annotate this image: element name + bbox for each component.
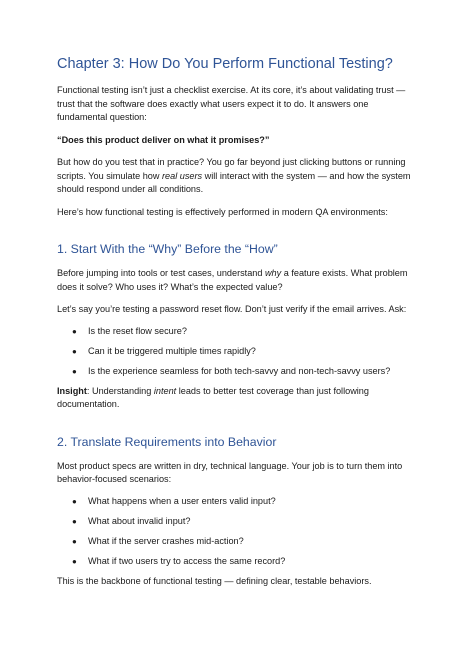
section-1-paragraph-1 bbox=[57, 267, 414, 294]
list-item bbox=[57, 495, 414, 509]
list-item-text: Is the experience seamless for both tech-savvy and non-tech-savvy users? bbox=[88, 365, 391, 376]
list-item bbox=[57, 365, 414, 379]
list-item-text: What about invalid input? bbox=[88, 515, 191, 526]
overview-paragraph: Here’s how functional testing is effectively performed in modern QA environments: bbox=[57, 206, 388, 217]
bullet-icon: ● bbox=[72, 346, 77, 356]
section-1-heading: 1. Start With the “Why” Before the “How” bbox=[57, 242, 278, 256]
bullet-icon: ● bbox=[72, 326, 77, 336]
bullet-icon: ● bbox=[72, 496, 77, 506]
insight-label: Insight bbox=[57, 385, 87, 396]
practice-paragraph bbox=[57, 156, 414, 197]
bullet-icon: ● bbox=[72, 556, 77, 566]
insight-text-a: : Understanding bbox=[86, 385, 154, 396]
intro-paragraph: Functional testing isn’t just a checklist exercise. At its core, it’s about validating trust — trust that the software does exactly what users expect it to do. It answers one fundamental question: bbox=[57, 85, 406, 122]
list-item bbox=[57, 325, 414, 339]
section-2-heading: 2. Translate Requirements into Behavior bbox=[57, 434, 277, 449]
list-item-text: Can it be triggered multiple times rapidly? bbox=[88, 345, 256, 356]
insight-text-b: leads to better test coverage than just following documentation. bbox=[57, 385, 369, 409]
insight-emphasis: intent bbox=[153, 385, 177, 396]
practice-emphasis: real users bbox=[162, 170, 203, 181]
practice-text-b: will interact with the system — and how the system should respond under all conditions. bbox=[57, 170, 411, 194]
list-item bbox=[57, 555, 414, 569]
chapter-title: Chapter 3: How Do You Perform Functional Testing? bbox=[57, 56, 393, 72]
section-2-closing: This is the backbone of functional testing — defining clear, testable behaviors. bbox=[57, 575, 372, 586]
section-1-bullet-list bbox=[57, 325, 414, 379]
list-item bbox=[57, 535, 414, 549]
s1p1-text-a: Before jumping into tools or test cases, understand bbox=[57, 268, 265, 278]
insight-paragraph bbox=[57, 385, 414, 412]
s1p1-emphasis: why bbox=[264, 268, 282, 278]
s1p1-text-b: a feature exists. What problem does it solve? Who uses it? What’s the expected value? bbox=[57, 268, 408, 292]
bullet-icon: ● bbox=[72, 536, 77, 546]
bullet-icon: ● bbox=[72, 366, 77, 376]
key-question bbox=[57, 134, 414, 148]
section-1-paragraph-2: Let’s say you’re testing a password reset flow. Don’t just verify if the email arrives. Ask: bbox=[57, 304, 407, 314]
list-item-text: What happens when a user enters valid input? bbox=[88, 495, 276, 506]
section-2-paragraph-1: Most product specs are written in dry, technical language. Your job is to turn them into behavior-focused scenarios: bbox=[57, 460, 403, 484]
section-2-bullet-list bbox=[57, 495, 414, 569]
bullet-icon: ● bbox=[72, 516, 77, 526]
list-item-text: What if two users try to access the same record? bbox=[88, 555, 286, 566]
list-item bbox=[57, 345, 414, 359]
practice-text-a: But how do you test that in practice? You go far beyond just clicking buttons or running scripts. You simulate how bbox=[57, 157, 406, 181]
key-question-text: “Does this product deliver on what it promises?” bbox=[57, 134, 270, 145]
list-item bbox=[57, 515, 414, 529]
list-item-text: What if the server crashes mid-action? bbox=[88, 535, 244, 546]
list-item-text: Is the reset flow secure? bbox=[88, 325, 187, 336]
